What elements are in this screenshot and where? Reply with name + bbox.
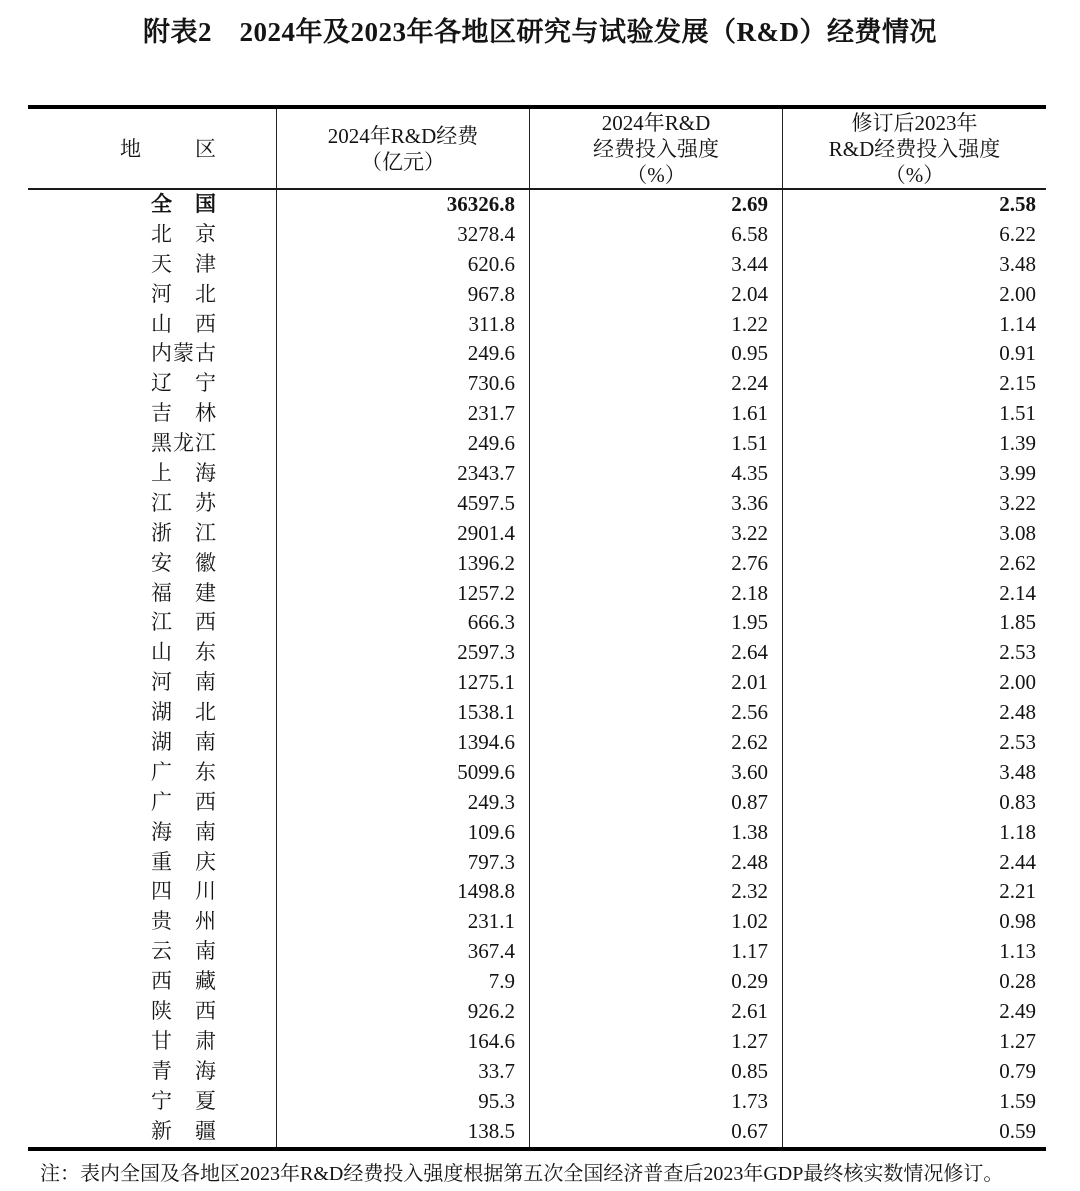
table-row — [28, 1027, 1046, 1057]
intensity-2023-cell: 2.21 — [999, 879, 1036, 904]
intensity-2024-cell: 3.36 — [530, 489, 783, 519]
intensity-2024-cell: 2.56 — [530, 698, 783, 728]
region-name: 重 庆 — [151, 849, 216, 874]
intensity-2023-cell: 1.85 — [999, 610, 1036, 635]
region-cell — [28, 190, 277, 220]
intensity-2024-cell: 2.32 — [530, 877, 783, 907]
intensity-2024-cell: 1.27 — [530, 1027, 783, 1057]
table-row — [28, 250, 1046, 280]
funds-cell: 138.5 — [277, 1117, 530, 1147]
header-2024-intensity-line1: 2024年R&D — [601, 110, 711, 135]
region-name: 西 藏 — [151, 969, 216, 994]
header-2023-intensity-line2: R&D经费投入强度 — [828, 136, 1001, 161]
funds-cell: 36326.8 — [277, 190, 530, 220]
intensity-2023-cell: 2.48 — [999, 700, 1036, 725]
intensity-2024-cell: 4.35 — [530, 459, 783, 489]
intensity-2024-cell: 1.02 — [530, 907, 783, 937]
funds-cell: 7.9 — [277, 967, 530, 997]
table-row — [28, 848, 1046, 878]
table-row — [28, 579, 1046, 609]
intensity-2024-cell: 1.38 — [530, 818, 783, 848]
intensity-2024-cell: 1.51 — [530, 429, 783, 459]
intensity-2023-cell: 0.79 — [999, 1058, 1036, 1083]
intensity-2023-cell: 6.22 — [999, 221, 1036, 246]
intensity-2024-cell: 1.61 — [530, 399, 783, 429]
region-cell — [28, 549, 277, 579]
intensity-2024-cell: 1.22 — [530, 310, 783, 340]
region-name: 四 川 — [151, 879, 216, 904]
table-row — [28, 668, 1046, 698]
intensity-2024-cell: 3.44 — [530, 250, 783, 280]
table-row — [28, 758, 1046, 788]
funds-cell: 967.8 — [277, 280, 530, 310]
table-body — [28, 190, 1046, 1151]
funds-cell: 311.8 — [277, 310, 530, 340]
intensity-2024-cell: 1.17 — [530, 937, 783, 967]
region-name: 上 海 — [151, 461, 216, 486]
intensity-2023-cell: 2.62 — [999, 550, 1036, 575]
intensity-2024-cell: 2.48 — [530, 848, 783, 878]
header-2023-intensity — [783, 109, 1046, 188]
intensity-2023-cell: 2.53 — [999, 730, 1036, 755]
region-cell — [28, 399, 277, 429]
region-cell — [28, 310, 277, 340]
table-row — [28, 549, 1046, 579]
intensity-2023-cell: 1.13 — [999, 939, 1036, 964]
table-row — [28, 877, 1046, 907]
funds-cell: 2597.3 — [277, 638, 530, 668]
region-cell — [28, 818, 277, 848]
table-row — [28, 1087, 1046, 1117]
funds-cell: 797.3 — [277, 848, 530, 878]
intensity-2024-cell: 2.76 — [530, 549, 783, 579]
intensity-2024-cell: 1.73 — [530, 1087, 783, 1117]
region-cell — [28, 668, 277, 698]
region-name: 天 津 — [151, 251, 216, 276]
intensity-2023-cell: 2.00 — [999, 281, 1036, 306]
intensity-2024-cell: 6.58 — [530, 220, 783, 250]
table-header-row — [28, 105, 1046, 190]
table-row — [28, 399, 1046, 429]
region-name: 浙 江 — [151, 520, 216, 545]
region-cell — [28, 1027, 277, 1057]
intensity-2024-cell: 2.62 — [530, 728, 783, 758]
header-2024-intensity-line2: 经费投入强度 — [593, 136, 719, 161]
table-row — [28, 519, 1046, 549]
funds-cell: 231.1 — [277, 907, 530, 937]
intensity-2023-cell: 2.53 — [999, 640, 1036, 665]
region-cell — [28, 339, 277, 369]
funds-cell: 3278.4 — [277, 220, 530, 250]
region-name: 北 京 — [151, 221, 216, 246]
region-cell — [28, 1087, 277, 1117]
region-cell — [28, 1057, 277, 1087]
region-cell — [28, 638, 277, 668]
region-name: 湖 南 — [151, 730, 216, 755]
region-name: 江 苏 — [151, 490, 216, 515]
funds-cell: 367.4 — [277, 937, 530, 967]
funds-cell: 1498.8 — [277, 877, 530, 907]
funds-cell: 33.7 — [277, 1057, 530, 1087]
header-2023-intensity-line1: 修订后2023年 — [851, 110, 978, 135]
header-2024-intensity-line3: （%） — [626, 162, 686, 187]
intensity-2024-cell: 3.22 — [530, 519, 783, 549]
table-row — [28, 190, 1046, 220]
table-row — [28, 698, 1046, 728]
intensity-2023-cell: 3.48 — [999, 759, 1036, 784]
intensity-2024-cell: 0.95 — [530, 339, 783, 369]
funds-cell: 164.6 — [277, 1027, 530, 1057]
region-name: 陕 西 — [151, 999, 216, 1024]
funds-cell: 666.3 — [277, 608, 530, 638]
funds-cell: 249.6 — [277, 429, 530, 459]
intensity-2024-cell: 3.60 — [530, 758, 783, 788]
region-name: 贵 州 — [151, 909, 216, 934]
region-cell — [28, 519, 277, 549]
header-2024-intensity — [530, 109, 783, 188]
funds-cell: 2343.7 — [277, 459, 530, 489]
funds-cell: 1538.1 — [277, 698, 530, 728]
region-cell — [28, 608, 277, 638]
region-name: 吉 林 — [151, 401, 216, 426]
intensity-2023-cell: 0.83 — [999, 789, 1036, 814]
funds-cell: 231.7 — [277, 399, 530, 429]
table-row — [28, 997, 1046, 1027]
intensity-2023-cell: 3.08 — [999, 520, 1036, 545]
table-row — [28, 310, 1046, 340]
table-row — [28, 967, 1046, 997]
table-row — [28, 728, 1046, 758]
funds-cell: 95.3 — [277, 1087, 530, 1117]
table-row — [28, 638, 1046, 668]
funds-cell: 249.3 — [277, 788, 530, 818]
table-row — [28, 788, 1046, 818]
region-cell — [28, 369, 277, 399]
region-cell — [28, 220, 277, 250]
header-2024-funds — [277, 109, 530, 188]
region-name: 云 南 — [151, 939, 216, 964]
region-name: 全 国 — [151, 192, 216, 216]
table-row — [28, 907, 1046, 937]
region-cell — [28, 579, 277, 609]
header-region — [28, 109, 277, 188]
region-name: 内 蒙 古 — [151, 341, 216, 366]
table-title: 附表2 2024年及2023年各地区研究与试验发展（R&D）经费情况 — [143, 17, 937, 47]
table-row — [28, 818, 1046, 848]
intensity-2024-cell: 2.18 — [530, 579, 783, 609]
funds-cell: 620.6 — [277, 250, 530, 280]
region-cell — [28, 877, 277, 907]
intensity-2023-cell: 2.14 — [999, 580, 1036, 605]
region-cell — [28, 967, 277, 997]
region-name: 青 海 — [151, 1058, 216, 1083]
region-cell — [28, 1117, 277, 1147]
table-row — [28, 459, 1046, 489]
region-name: 广 西 — [151, 789, 216, 814]
table-row — [28, 1117, 1046, 1147]
region-name: 黑 龙 江 — [151, 431, 216, 456]
region-name: 甘 肃 — [151, 1028, 216, 1053]
intensity-2024-cell: 0.67 — [530, 1117, 783, 1147]
intensity-2024-cell: 2.01 — [530, 668, 783, 698]
intensity-2023-cell: 0.98 — [999, 909, 1036, 934]
funds-cell: 4597.5 — [277, 489, 530, 519]
rd-funding-table — [28, 105, 1046, 1151]
intensity-2024-cell: 0.85 — [530, 1057, 783, 1087]
region-cell — [28, 788, 277, 818]
funds-cell: 1275.1 — [277, 668, 530, 698]
region-name: 宁 夏 — [151, 1088, 216, 1113]
funds-cell: 249.6 — [277, 339, 530, 369]
funds-cell: 1257.2 — [277, 579, 530, 609]
region-cell — [28, 758, 277, 788]
intensity-2023-cell: 2.58 — [999, 192, 1036, 216]
region-name: 辽 宁 — [151, 371, 216, 396]
table-row — [28, 429, 1046, 459]
intensity-2024-cell: 0.29 — [530, 967, 783, 997]
intensity-2023-cell: 3.99 — [999, 461, 1036, 486]
intensity-2023-cell: 1.27 — [999, 1028, 1036, 1053]
region-cell — [28, 459, 277, 489]
intensity-2023-cell: 3.22 — [999, 490, 1036, 515]
intensity-2023-cell: 0.59 — [999, 1118, 1036, 1143]
intensity-2023-cell: 2.49 — [999, 999, 1036, 1024]
header-2024-funds-line2: （亿元） — [361, 149, 445, 174]
region-name: 江 西 — [151, 610, 216, 635]
table-row — [28, 280, 1046, 310]
region-cell — [28, 280, 277, 310]
table-row — [28, 369, 1046, 399]
funds-cell: 1396.2 — [277, 549, 530, 579]
region-cell — [28, 698, 277, 728]
region-name: 安 徽 — [151, 550, 216, 575]
table-row — [28, 937, 1046, 967]
intensity-2023-cell: 0.28 — [999, 969, 1036, 994]
region-cell — [28, 429, 277, 459]
region-cell — [28, 907, 277, 937]
intensity-2023-cell: 1.14 — [999, 311, 1036, 336]
header-2024-funds-line1: 2024年R&D经费 — [327, 123, 479, 148]
region-name: 湖 北 — [151, 700, 216, 725]
region-name: 新 疆 — [151, 1118, 216, 1143]
intensity-2024-cell: 2.64 — [530, 638, 783, 668]
document-page — [0, 14, 1080, 1191]
funds-cell: 2901.4 — [277, 519, 530, 549]
funds-cell: 730.6 — [277, 369, 530, 399]
region-cell — [28, 848, 277, 878]
table-row — [28, 608, 1046, 638]
table-row — [28, 489, 1046, 519]
intensity-2024-cell: 2.61 — [530, 997, 783, 1027]
intensity-2024-cell: 2.04 — [530, 280, 783, 310]
region-cell — [28, 250, 277, 280]
intensity-2023-cell: 3.48 — [999, 251, 1036, 276]
region-name: 广 东 — [151, 759, 216, 784]
funds-cell: 926.2 — [277, 997, 530, 1027]
table-row — [28, 339, 1046, 369]
region-cell — [28, 728, 277, 758]
region-cell — [28, 937, 277, 967]
region-cell — [28, 997, 277, 1027]
intensity-2023-cell: 2.00 — [999, 670, 1036, 695]
funds-cell: 109.6 — [277, 818, 530, 848]
table-row — [28, 1057, 1046, 1087]
header-region-label: 地 区 — [120, 136, 216, 161]
region-name: 山 东 — [151, 640, 216, 665]
region-name: 海 南 — [151, 819, 216, 844]
intensity-2024-cell: 0.87 — [530, 788, 783, 818]
intensity-2024-cell: 2.24 — [530, 369, 783, 399]
intensity-2023-cell: 2.15 — [999, 371, 1036, 396]
footnote: 注：表内全国及各地区2023年R&D经费投入强度根据第五次全国经济普查后2023年GDP最终核实数情况修订。 — [40, 1162, 1004, 1185]
intensity-2023-cell: 1.18 — [999, 819, 1036, 844]
intensity-2023-cell: 1.59 — [999, 1088, 1036, 1113]
intensity-2023-cell: 0.91 — [999, 341, 1036, 366]
intensity-2024-cell: 1.95 — [530, 608, 783, 638]
intensity-2024-cell: 2.69 — [530, 190, 783, 220]
header-2023-intensity-line3: （%） — [884, 162, 945, 187]
region-name: 福 建 — [151, 580, 216, 605]
region-cell — [28, 489, 277, 519]
region-name: 河 北 — [151, 281, 216, 306]
intensity-2023-cell: 1.39 — [999, 431, 1036, 456]
intensity-2023-cell: 1.51 — [999, 401, 1036, 426]
funds-cell: 5099.6 — [277, 758, 530, 788]
intensity-2023-cell: 2.44 — [999, 849, 1036, 874]
region-name: 河 南 — [151, 670, 216, 695]
region-name: 山 西 — [151, 311, 216, 336]
funds-cell: 1394.6 — [277, 728, 530, 758]
table-row — [28, 220, 1046, 250]
